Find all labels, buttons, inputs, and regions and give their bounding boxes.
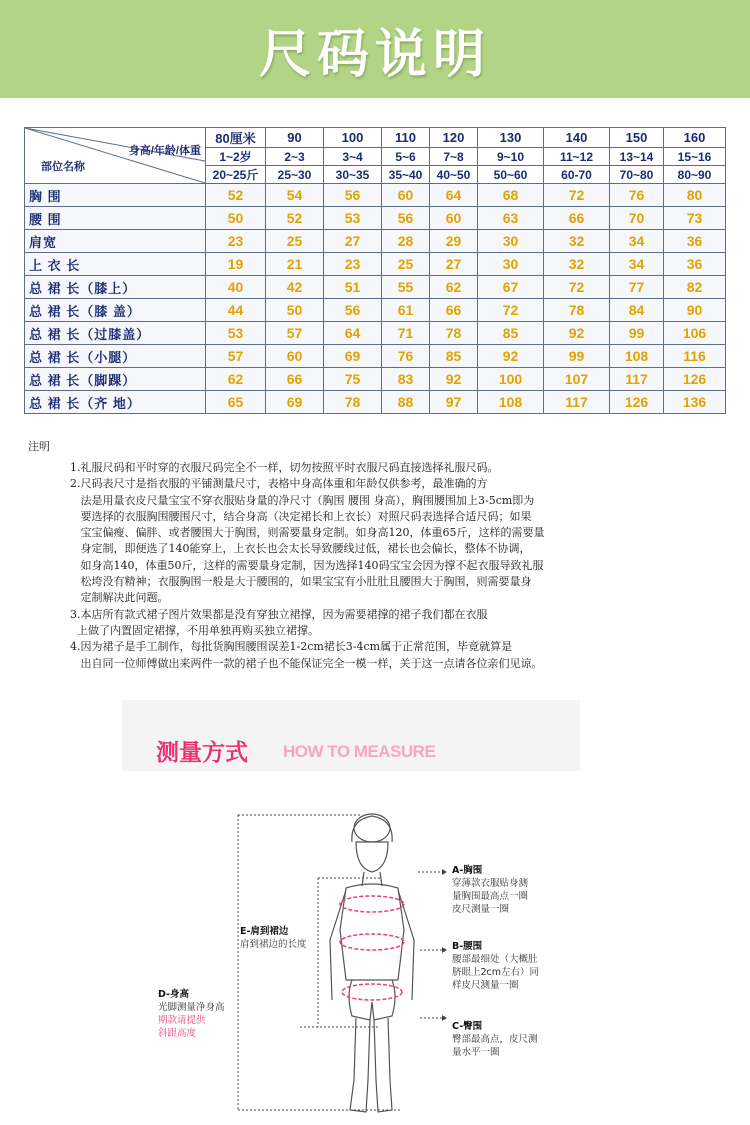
weight-header: 70~80 [610,166,664,184]
size-value: 44 [206,299,266,322]
size-value: 34 [610,230,664,253]
size-header: 120 [430,128,478,148]
size-header: 100 [324,128,382,148]
size-header: 110 [382,128,430,148]
size-value: 64 [430,184,478,207]
size-value: 77 [610,276,664,299]
size-value: 50 [266,299,324,322]
note-line: 法是用量衣皮尺量宝宝不穿衣服贴身量的净尺寸（胸围 腰围 身高），胸围腰围加上3-5cm即为 [70,493,535,507]
age-header: 7~8 [430,148,478,166]
size-value: 52 [206,184,266,207]
note-line: 3.本店所有款式裙子图片效果都是没有穿独立裙撑，因为需要裙撑的裙子我们都在衣服 [70,607,488,621]
size-value: 117 [610,368,664,391]
size-value: 117 [544,391,610,414]
size-value: 63 [478,207,544,230]
size-value: 108 [610,345,664,368]
corner-label-height-age-weight: 身高/年龄/体重 [128,145,201,157]
size-value: 30 [478,253,544,276]
weight-header: 35~40 [382,166,430,184]
size-value: 73 [664,207,726,230]
label-hip-title: C-臀围 [452,1021,483,1032]
page-title: 尺码说明 [258,24,491,85]
size-header: 150 [610,128,664,148]
size-value: 92 [478,345,544,368]
size-value: 76 [610,184,664,207]
size-value: 21 [266,253,324,276]
size-value: 34 [610,253,664,276]
size-value: 67 [478,276,544,299]
size-value: 136 [664,391,726,414]
table-corner-cell [25,128,206,184]
size-value: 106 [664,322,726,345]
size-header-row [25,128,726,148]
label-chest-title: A-胸围 [452,865,483,876]
size-value: 64 [324,322,382,345]
table-row [25,184,726,207]
label-chest-desc: 皮尺测量一圈 [452,904,510,915]
size-value: 69 [324,345,382,368]
age-header: 2~3 [266,148,324,166]
size-value: 57 [206,345,266,368]
corner-label-part-name: 部位名称 [41,161,85,173]
label-height-title: D-身高 [158,989,190,1000]
size-value: 28 [382,230,430,253]
note-line: 松垮没有精神；衣服胸围一般是大于腰围的，如果宝宝有小肚肚且腰围大于胸围，则需要量身 [70,575,532,589]
measure-tapes [340,896,404,1000]
size-value: 88 [382,391,430,414]
table-row [25,253,726,276]
measure-title: 测量方式 [156,740,248,766]
size-value: 53 [206,322,266,345]
part-name: 胸 围 [25,184,206,207]
size-value: 36 [664,253,726,276]
label-shoulder-to-hem [240,925,307,951]
size-value: 51 [324,276,382,299]
size-value: 52 [266,207,324,230]
size-header: 130 [478,128,544,148]
weight-header: 20~25斤 [206,166,266,184]
part-name: 总 裙 长（小腿） [25,345,206,368]
table-row [25,322,726,345]
size-value: 78 [324,391,382,414]
size-value: 23 [324,253,382,276]
size-value: 32 [544,253,610,276]
label-waist-desc: 脐眼上2cm左右）同 [452,967,540,978]
table-row [25,391,726,414]
size-value: 30 [478,230,544,253]
note-line: 1.礼服尺码和平时穿的衣服尺码完全不一样，切勿按照平时衣服尺码直接选择礼服尺码。 [70,461,499,474]
size-value: 85 [478,322,544,345]
part-name: 总 裙 长（齐 地） [25,391,206,414]
note-line: 定制解决此问题。 [70,591,169,605]
label-height [158,988,225,1040]
size-value: 32 [544,230,610,253]
size-value: 126 [610,391,664,414]
part-name: 腰 围 [25,207,206,230]
size-value: 66 [544,207,610,230]
size-value: 75 [324,368,382,391]
label-waist-title: B-腰围 [452,941,483,952]
size-value: 72 [544,184,610,207]
size-value: 25 [266,230,324,253]
size-value: 107 [544,368,610,391]
size-header: 140 [544,128,610,148]
label-chest-desc: 量胸围最高点一圈 [452,891,529,902]
size-value: 27 [324,230,382,253]
age-header: 13~14 [610,148,664,166]
weight-header: 40~50 [430,166,478,184]
part-name: 总 裙 长（膝 盖） [25,299,206,322]
part-name: 总 裙 长（膝上） [25,276,206,299]
weight-header: 25~30 [266,166,324,184]
size-value: 56 [324,299,382,322]
weight-header: 80~90 [664,166,726,184]
size-value: 42 [266,276,324,299]
size-value: 84 [610,299,664,322]
measure-subtitle: HOW TO MEASURE [283,742,436,761]
size-value: 53 [324,207,382,230]
size-value: 19 [206,253,266,276]
size-value: 56 [382,207,430,230]
weight-header: 30~35 [324,166,382,184]
table-row [25,207,726,230]
size-value: 116 [664,345,726,368]
size-value: 83 [382,368,430,391]
title-banner [0,0,750,98]
table-row [25,345,726,368]
size-value: 99 [610,322,664,345]
size-value: 40 [206,276,266,299]
part-name: 总 裙 长（过膝盖） [25,322,206,345]
size-value: 80 [664,184,726,207]
label-hip-desc: 臀部最高点，皮尺测 [452,1034,538,1045]
size-value: 85 [430,345,478,368]
size-header: 90 [266,128,324,148]
measure-figure [0,780,750,1125]
notes-list [70,460,710,672]
weight-header: 50~60 [478,166,544,184]
size-value: 100 [478,368,544,391]
age-header: 15~16 [664,148,726,166]
size-value: 50 [206,207,266,230]
note-line: 出自同一位师傅做出来两件一款的裙子也不能保证完全一模一样，关于这一点请各位亲们见谅。 [70,656,543,670]
size-value: 27 [430,253,478,276]
size-value: 82 [664,276,726,299]
weight-header: 60-70 [544,166,610,184]
size-value: 57 [266,322,324,345]
size-header: 160 [664,128,726,148]
label-shoulder-desc: 肩到裙边的长度 [240,939,307,950]
size-value: 60 [382,184,430,207]
size-value: 61 [382,299,430,322]
size-value: 68 [478,184,544,207]
label-shoulder-title: E-肩到裙边 [240,926,289,937]
guide-lines [238,815,445,1110]
note-line: 上做了内置固定裙撑，不用单独再购买独立裙撑。 [70,623,319,637]
size-value: 108 [478,391,544,414]
size-chart-table [24,127,726,414]
size-value: 56 [324,184,382,207]
label-hip [452,1020,538,1059]
arrow-marks [442,869,447,1021]
note-line: 宝宝偏瘦、偏胖、或者腰围大于胸围，则需要量身定制。如身高120，体重65斤，这样的需要量 [70,526,545,540]
label-chest [452,864,528,916]
size-header: 80厘米 [206,128,266,148]
note-line: 2.尺码表尺寸是指衣服的平铺测量尺寸，表格中身高体重和年龄仅供参考，最准确的方 [70,477,488,491]
notes-label: 注明 [28,440,50,453]
part-name: 上 衣 长 [25,253,206,276]
table-row [25,276,726,299]
label-waist-desc: 腰部最细处（大概肚 [452,954,538,965]
size-value: 66 [430,299,478,322]
note-line: 4.因为裙子是手工制作，每批货胸围腰围误差1-2cm裙长3-4cm属于正常范围，毕竟就算是 [70,640,513,654]
age-header: 11~12 [544,148,610,166]
size-value: 55 [382,276,430,299]
size-value: 36 [664,230,726,253]
note-line: 如身高140，体重50斤，这样的需要量身定制，因为选择140码宝宝会因为撑不起衣服导致礼服 [70,558,544,572]
label-chest-desc: 穿薄款衣服贴身测 [452,878,529,889]
child-figure [330,814,414,1112]
size-value: 23 [206,230,266,253]
note-line: 身定制，即便选了140能穿上，上衣长也会太长导致腰线过低，裙长也会偏长，整体不协调， [70,542,531,556]
size-value: 70 [610,207,664,230]
age-header: 9~10 [478,148,544,166]
label-waist [452,940,539,992]
size-value: 78 [430,322,478,345]
size-value: 72 [478,299,544,322]
label-height-note: 期款请提供 [158,1015,206,1026]
size-value: 62 [206,368,266,391]
label-height-note: 斜跟高度 [158,1028,197,1039]
size-value: 90 [664,299,726,322]
label-hip-desc: 量水平一圈 [452,1047,500,1058]
size-value: 92 [430,368,478,391]
size-value: 99 [544,345,610,368]
size-value: 69 [266,391,324,414]
size-value: 126 [664,368,726,391]
age-header: 3~4 [324,148,382,166]
age-header: 1~2岁 [206,148,266,166]
size-value: 60 [430,207,478,230]
table-row [25,368,726,391]
size-value: 25 [382,253,430,276]
size-value: 72 [544,276,610,299]
size-value: 78 [544,299,610,322]
size-value: 60 [266,345,324,368]
label-waist-desc: 样皮尺测量一圈 [452,980,519,991]
table-row [25,299,726,322]
size-value: 54 [266,184,324,207]
part-name: 总 裙 长（脚踝） [25,368,206,391]
label-height-desc: 光脚测量净身高 [158,1002,225,1013]
size-value: 92 [544,322,610,345]
size-value: 29 [430,230,478,253]
table-row [25,230,726,253]
note-line: 要选择的衣服胸围腰围尺寸，结合身高（决定裙长和上衣长）对照尺码表选择合适尺码；如果 [70,509,532,523]
size-value: 66 [266,368,324,391]
size-value: 76 [382,345,430,368]
size-value: 71 [382,322,430,345]
size-value: 62 [430,276,478,299]
part-name: 肩宽 [25,230,206,253]
size-value: 97 [430,391,478,414]
size-value: 65 [206,391,266,414]
age-header: 5~6 [382,148,430,166]
